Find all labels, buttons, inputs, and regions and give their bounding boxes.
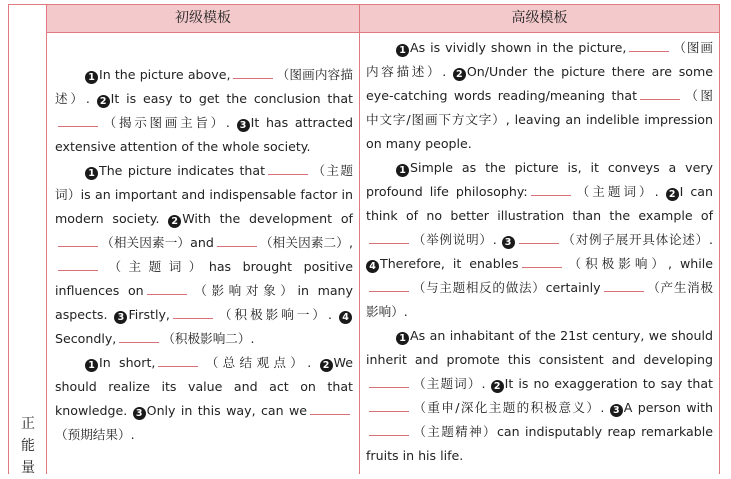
sentence-number-badge: 1 [85,71,98,84]
sentence-number-badge: 4 [366,260,379,273]
template-text: It has attracted extensive attention of the whole society. [55,115,353,154]
fill-in-blank [58,259,98,271]
template-text: We should realize its value and act on that knowledge. [55,355,353,418]
template-text: （影响对象）in many aspects. [55,283,353,322]
fill-in-blank [310,403,350,415]
template-text: （主题词）. [573,184,666,199]
template-text: A person with [623,400,713,415]
template-text: As an inhabitant of the 21st century, we should inherit and promote this consistent and developing [366,328,713,367]
template-text: I can think of no better illustration than the example of [366,184,713,223]
template-text: Secondly, [55,331,117,346]
sentence-number-badge: 2 [666,188,679,201]
advanced-template-column [360,32,719,474]
sentence-number-badge: 2 [97,95,110,108]
template-text: Simple as the picture is, it conveys a very profound life philosophy: [366,160,713,199]
template-text: （相关因素二）, [259,235,353,250]
template-text: （图画内容描述）. [55,67,354,106]
sentence-number-badge: 2 [491,380,504,393]
fill-in-blank [522,256,562,268]
template-text: It is no exaggeration to say that [504,376,713,391]
sentence-number-badge: 3 [610,404,623,417]
fill-in-blank [173,307,213,319]
sentence-number-badge: 2 [453,68,466,81]
sentence-number-badge: 2 [320,359,333,372]
template-paragraph [366,324,713,468]
fill-in-blank [369,232,409,244]
fill-in-blank [369,376,409,388]
sentence-number-badge: 1 [396,44,409,57]
template-paragraph [55,159,353,351]
fill-in-blank [369,424,409,436]
fill-in-blank [369,280,409,292]
sentence-number-badge: 1 [85,359,98,372]
sentence-number-badge: 1 [85,167,98,180]
template-text: （揭示图画主旨）. [101,115,237,130]
sentence-number-badge: 3 [502,236,515,249]
template-paragraph [366,36,713,156]
template-text: Therefore, it enables [380,256,519,271]
header-advanced-template: 高级模板 [511,10,568,26]
template-text: The picture indicates that [99,163,266,178]
table-header [47,5,719,33]
fill-in-blank [519,232,559,244]
template-paragraph [55,63,353,159]
template-text: （总结观点）. [201,355,320,370]
template-text: （举例说明）. [412,232,502,247]
template-table [8,4,720,474]
template-text: On/Under the picture there are some eye-catching words reading/meaning that [366,64,713,103]
fill-in-blank [158,355,198,367]
fill-in-blank [604,280,644,292]
template-text: （预期结果）. [55,427,135,442]
template-text: （图画内容描述）. [366,40,713,79]
side-label-char: 正 [21,416,35,432]
side-label-char: 量 [21,460,35,476]
template-text: In the picture above, [99,67,231,82]
basic-template-column [47,32,360,474]
sentence-number-badge: 1 [396,164,409,177]
template-text: （图中文字/图画下方文字）, leaving an indelible impression on many people. [366,88,713,151]
template-text: （积极影响一）. [215,307,340,322]
fill-in-blank [147,283,187,295]
template-text: （主题词）is an important and indispensable factor in modern society. [55,163,354,226]
template-text: Only in this way, can we [146,403,307,418]
sentence-number-badge: 2 [168,215,181,228]
template-text: （主题词）has brought positive influences on [55,259,353,298]
sentence-number-badge: 3 [114,311,127,324]
sentence-number-badge: 1 [396,332,409,345]
template-text: （主题词）. [412,376,491,391]
template-text: （对例子展开具体论述）. [561,232,713,247]
fill-in-blank [58,235,98,247]
template-text: （相关因素一）and [101,235,214,250]
template-paragraph [366,156,713,324]
side-label-column [9,5,47,474]
fill-in-blank [233,67,273,79]
template-text: （与主题相反的做法）certainly [412,280,601,295]
template-paragraph [55,351,353,447]
template-text: With the development of [182,211,353,226]
fill-in-blank [369,400,409,412]
template-text: （积极影响二）. [162,331,255,346]
sentence-number-badge: 3 [237,119,250,132]
template-text: Firstly, [128,307,170,322]
template-text: （主题精神）can indisputably reap remarkable fruits in his life. [366,424,713,463]
fill-in-blank [640,88,680,100]
side-label [9,413,47,479]
fill-in-blank [268,163,308,175]
fill-in-blank [119,331,159,343]
sentence-number-badge: 3 [133,407,146,420]
template-text: （产生消极影响）. [366,280,713,319]
template-text: It is easy to get the conclusion that [110,91,353,106]
fill-in-blank [58,115,98,127]
template-text: （积极影响）, while [564,256,713,271]
fill-in-blank [629,40,669,52]
fill-in-blank [217,235,257,247]
header-basic-template: 初级模板 [47,5,360,32]
side-label-char: 能 [21,438,35,454]
template-text: As is vividly shown in the picture, [410,40,627,55]
sentence-number-badge: 4 [339,311,352,324]
template-text: In short, [99,355,156,370]
template-text: （重申/深化主题的积极意义）. [412,400,610,415]
fill-in-blank [531,184,571,196]
